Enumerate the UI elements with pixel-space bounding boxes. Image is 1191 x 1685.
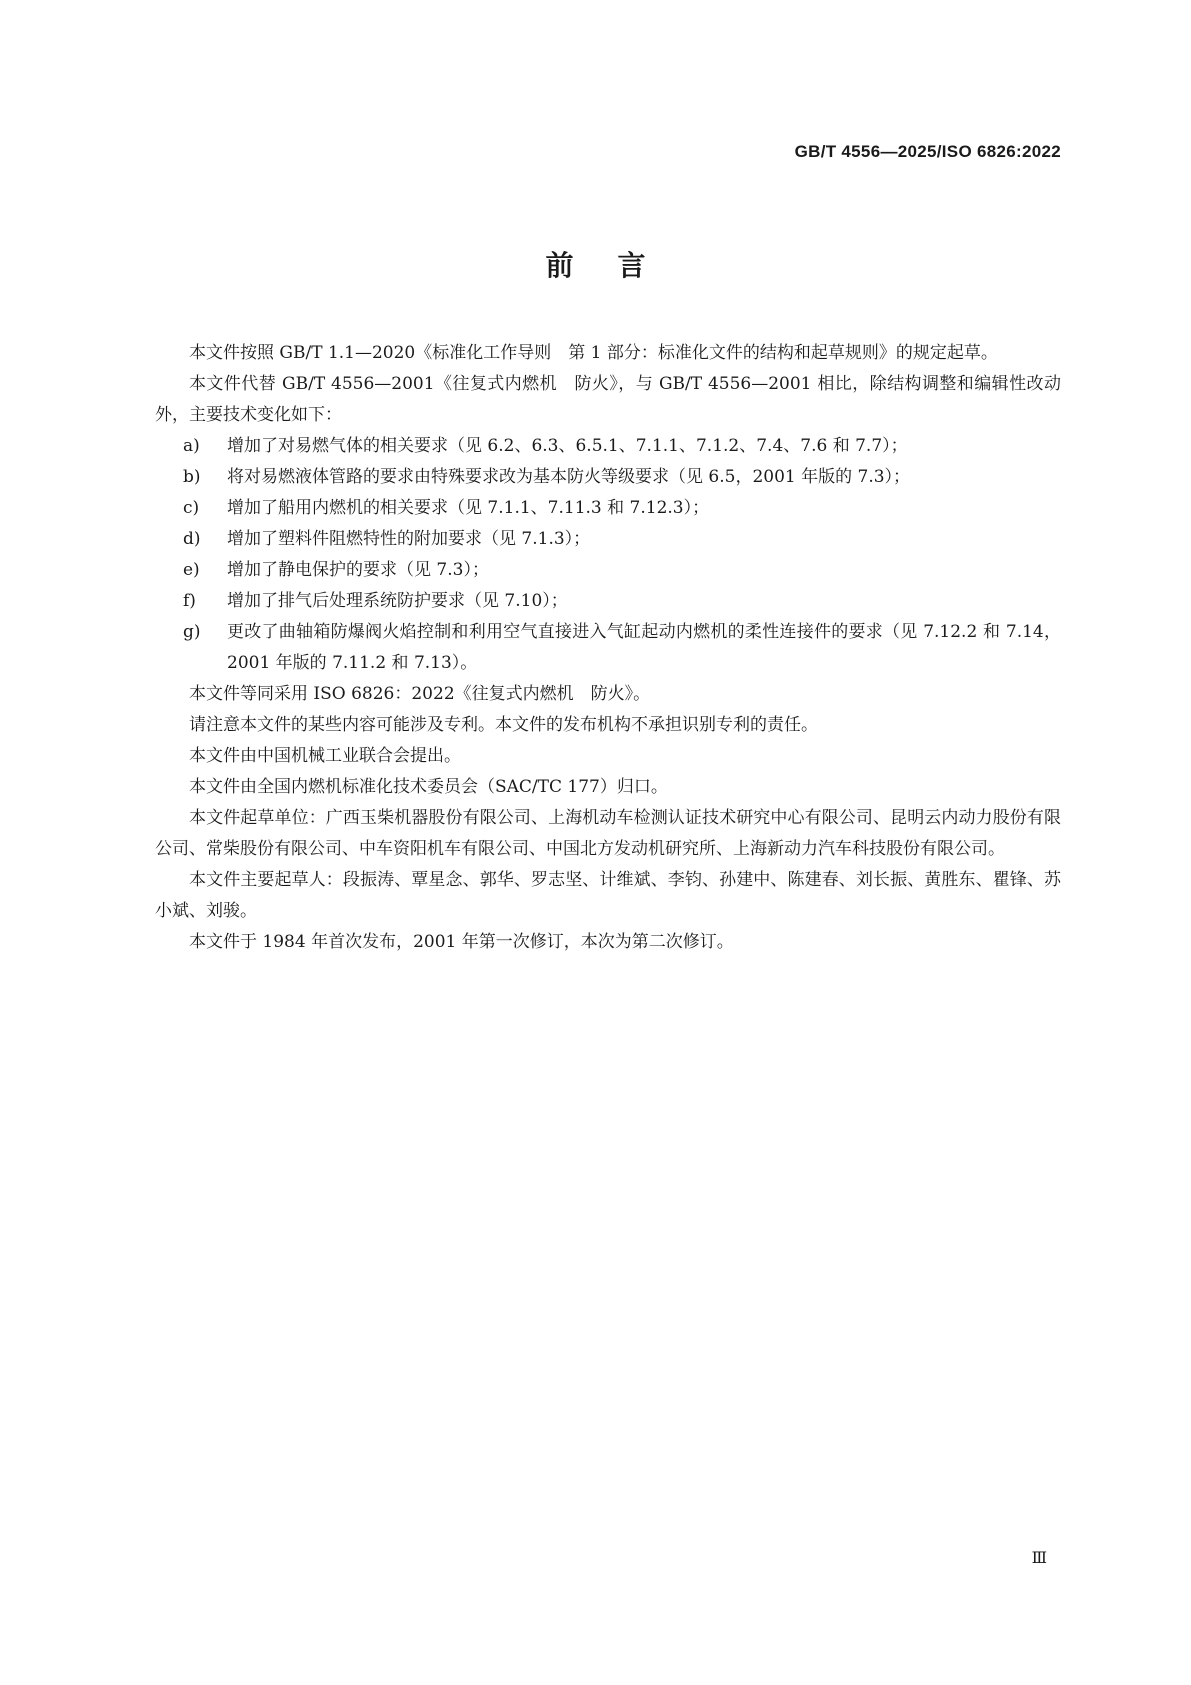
paragraph-proposer: 本文件由中国机械工业联合会提出。 bbox=[189, 746, 461, 766]
paragraph-adoption: 本文件等同采用 ISO 6826：2022《往复式内燃机 防火》。 bbox=[189, 684, 651, 704]
list-text: 增加了静电保护的要求（见 7.3）； bbox=[227, 560, 489, 580]
foreword-body bbox=[155, 338, 1061, 958]
paragraph-drafters: 本文件主要起草人：段振涛、覃星念、郭华、罗志坚、计维斌、李钧、孙建中、陈建春、刘长振、黄胜东、瞿锋、苏小斌、刘骏。 bbox=[155, 870, 1061, 921]
list-marker: d) bbox=[183, 529, 201, 549]
list-text: 增加了船用内燃机的相关要求（见 7.1.1、7.11.3 和 7.12.3）； bbox=[227, 498, 710, 518]
list-item bbox=[155, 555, 1061, 586]
list-item bbox=[155, 524, 1061, 555]
paragraph-drafting-rules: 本文件按照 GB/T 1.1—2020《标准化工作导则 第 1 部分：标准化文件的结构和起草规则》的规定起草。 bbox=[189, 343, 998, 363]
page-title: 前言 bbox=[545, 249, 690, 282]
list-marker: e) bbox=[183, 560, 200, 580]
list-text: 更改了曲轴箱防爆阀火焰控制和利用空气直接进入气缸起动内燃机的柔性连接件的要求（见 7.12.2 和 7.14，2001 年版的 7.11.2 和 7.13）。 bbox=[227, 622, 1061, 673]
list-text: 增加了塑料件阻燃特性的附加要求（见 7.1.3）； bbox=[227, 529, 591, 549]
list-item bbox=[155, 586, 1061, 617]
paragraph-history: 本文件于 1984 年首次发布，2001 年第一次修订，本次为第二次修订。 bbox=[189, 932, 734, 952]
list-item bbox=[155, 462, 1061, 493]
list-marker: a) bbox=[183, 436, 200, 456]
list-item bbox=[155, 431, 1061, 462]
page-number: Ⅲ bbox=[1031, 1548, 1047, 1567]
paragraph-drafting-units: 本文件起草单位：广西玉柴机器股份有限公司、上海机动车检测认证技术研究中心有限公司、昆明云内动力股份有限公司、常柴股份有限公司、中车资阳机车有限公司、中国北方发动机研究所、上海新动力汽车科技股份有限公司。 bbox=[155, 808, 1061, 859]
list-marker: g) bbox=[183, 622, 201, 642]
list-item bbox=[155, 617, 1061, 679]
paragraph-committee: 本文件由全国内燃机标准化技术委员会（SAC/TC 177）归口。 bbox=[189, 777, 668, 797]
list-item bbox=[155, 493, 1061, 524]
list-text: 将对易燃液体管路的要求由特殊要求改为基本防火等级要求（见 6.5，2001 年版的 7.3）； bbox=[227, 467, 911, 487]
list-text: 增加了对易燃气体的相关要求（见 6.2、6.3、6.5.1、7.1.1、7.1.2、7.4、7.6 和 7.7）； bbox=[227, 436, 908, 456]
list-marker: f) bbox=[183, 591, 196, 611]
paragraph-patent-notice: 请注意本文件的某些内容可能涉及专利。本文件的发布机构不承担识别专利的责任。 bbox=[189, 715, 818, 735]
list-marker: b) bbox=[183, 467, 201, 487]
list-text: 增加了排气后处理系统防护要求（见 7.10）； bbox=[227, 591, 568, 611]
list-marker: c) bbox=[183, 498, 200, 518]
standard-number: GB/T 4556—2025/ISO 6826:2022 bbox=[794, 142, 1061, 161]
paragraph-replacement: 本文件代替 GB/T 4556—2001《往复式内燃机 防火》，与 GB/T 4556—2001 相比，除结构调整和编辑性改动外，主要技术变化如下： bbox=[155, 374, 1061, 425]
